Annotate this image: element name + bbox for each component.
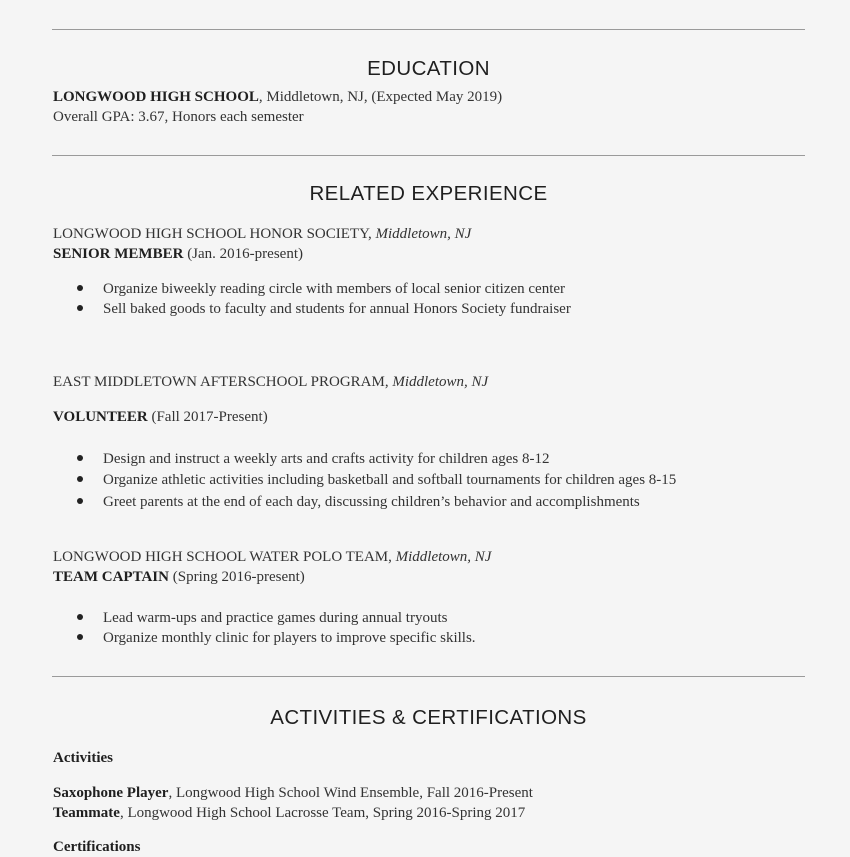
bullet-icon [77,476,83,482]
job-organization: LONGWOOD HIGH SCHOOL HONOR SOCIETY, [53,226,372,242]
school-details: , Middletown, NJ, (Expected May 2019) [258,89,503,105]
job-organization-line [53,373,488,392]
job-role: VOLUNTEER [53,409,148,425]
job-organization-line [53,225,471,244]
bullet-text: Organize monthly clinic for players to improve specific skills. [103,630,476,646]
section-divider [52,29,805,30]
activities-label [53,749,113,768]
bullet-text: Organize biweekly reading circle with members of local senior citizen center [103,281,566,297]
list-item [77,609,447,628]
list-item [77,471,676,490]
job-location: Middletown, NJ [375,226,472,242]
bullet-text: Organize athletic activities including basketball and softball tournaments for children ages 8-15 [103,472,677,488]
section-divider [52,155,805,156]
list-item [77,300,571,319]
bullet-icon [77,614,83,620]
activity-details: , Longwood High School Wind Ensemble, Fall 2016-Present [168,785,533,801]
job-role-line [53,408,268,427]
bullet-text: Design and instruct a weekly arts and crafts activity for children ages 8-12 [103,451,550,467]
certifications-label-text: Certifications [53,839,141,855]
activity-title: Saxophone Player [53,785,169,801]
job-role-line [53,568,305,587]
activity-details: , Longwood High School Lacrosse Team, Spring 2016-Spring 2017 [119,805,526,821]
job-organization: LONGWOOD HIGH SCHOOL WATER POLO TEAM, [53,549,392,565]
bullet-icon [77,455,83,461]
activities-heading: ACTIVITIES & CERTIFICATIONS [270,706,587,729]
education-school-line [53,88,502,107]
education-heading: EDUCATION [367,57,490,80]
school-name: LONGWOOD HIGH SCHOOL [53,89,259,105]
list-item [77,450,550,469]
bullet-text: Lead warm-ups and practice games during annual tryouts [103,610,448,626]
activities-label-text: Activities [53,750,113,766]
experience-heading: RELATED EXPERIENCE [309,182,548,205]
bullet-icon [77,498,83,504]
job-dates: (Jan. 2016-present) [187,246,303,262]
bullet-text: Sell baked goods to faculty and students for annual Honors Society fundraiser [103,301,571,317]
job-role: TEAM CAPTAIN [53,569,169,585]
list-item [77,629,476,648]
activity-item [53,784,533,803]
activity-title: Teammate [53,805,120,821]
bullet-icon [77,305,83,311]
job-organization-line [53,548,491,567]
list-item [77,280,565,299]
list-item [77,493,640,512]
activity-item [53,804,525,823]
bullet-text: Greet parents at the end of each day, discussing children’s behavior and accomplishments [103,494,640,510]
bullet-icon [77,634,83,640]
bullet-icon [77,285,83,291]
job-organization: EAST MIDDLETOWN AFTERSCHOOL PROGRAM, [53,374,389,390]
certifications-label [53,838,140,857]
job-role: SENIOR MEMBER [53,246,184,262]
job-location: Middletown, NJ [392,374,489,390]
education-gpa: Overall GPA: 3.67, Honors each semester [53,109,304,125]
job-location: Middletown, NJ [395,549,492,565]
section-divider [52,676,805,677]
job-dates: (Spring 2016-present) [172,569,305,585]
job-dates: (Fall 2017-Present) [151,409,268,425]
job-role-line [53,245,303,264]
